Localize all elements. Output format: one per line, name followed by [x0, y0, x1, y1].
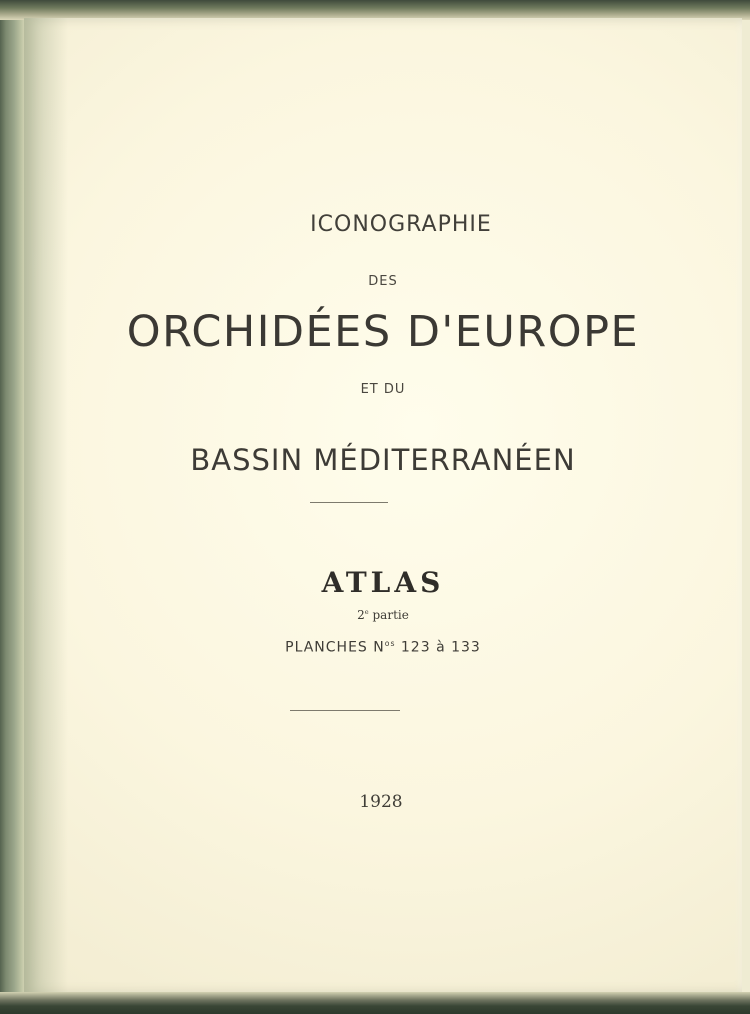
title-page	[24, 18, 742, 994]
book-top-edge	[0, 0, 750, 20]
part-text: partie	[368, 608, 409, 622]
part-label	[24, 608, 742, 622]
planches-prefix: PLANCHES N	[285, 639, 385, 656]
planches-superscript: os	[384, 639, 396, 648]
divider-bottom	[290, 710, 400, 711]
part-suffix: e	[364, 608, 369, 616]
part-number: 2	[357, 608, 365, 622]
book-bottom-edge	[0, 992, 750, 1014]
title-line-bassin: BASSIN MÉDITERRANÉEN	[190, 443, 576, 477]
atlas-heading: ATLAS	[321, 566, 445, 599]
title-connector-des: DES	[368, 274, 398, 289]
planches-range	[24, 639, 742, 656]
publication-year: 1928	[359, 792, 403, 812]
title-connector-et-du: ET DU	[360, 382, 406, 397]
planches-numbers: 123 à 133	[395, 639, 481, 656]
page-gutter-shadow	[24, 18, 68, 994]
divider-top	[310, 502, 388, 503]
main-title-orchidees: ORCHIDÉES D'EUROPE	[126, 307, 640, 357]
title-line-iconographie: ICONOGRAPHIE	[310, 212, 492, 237]
